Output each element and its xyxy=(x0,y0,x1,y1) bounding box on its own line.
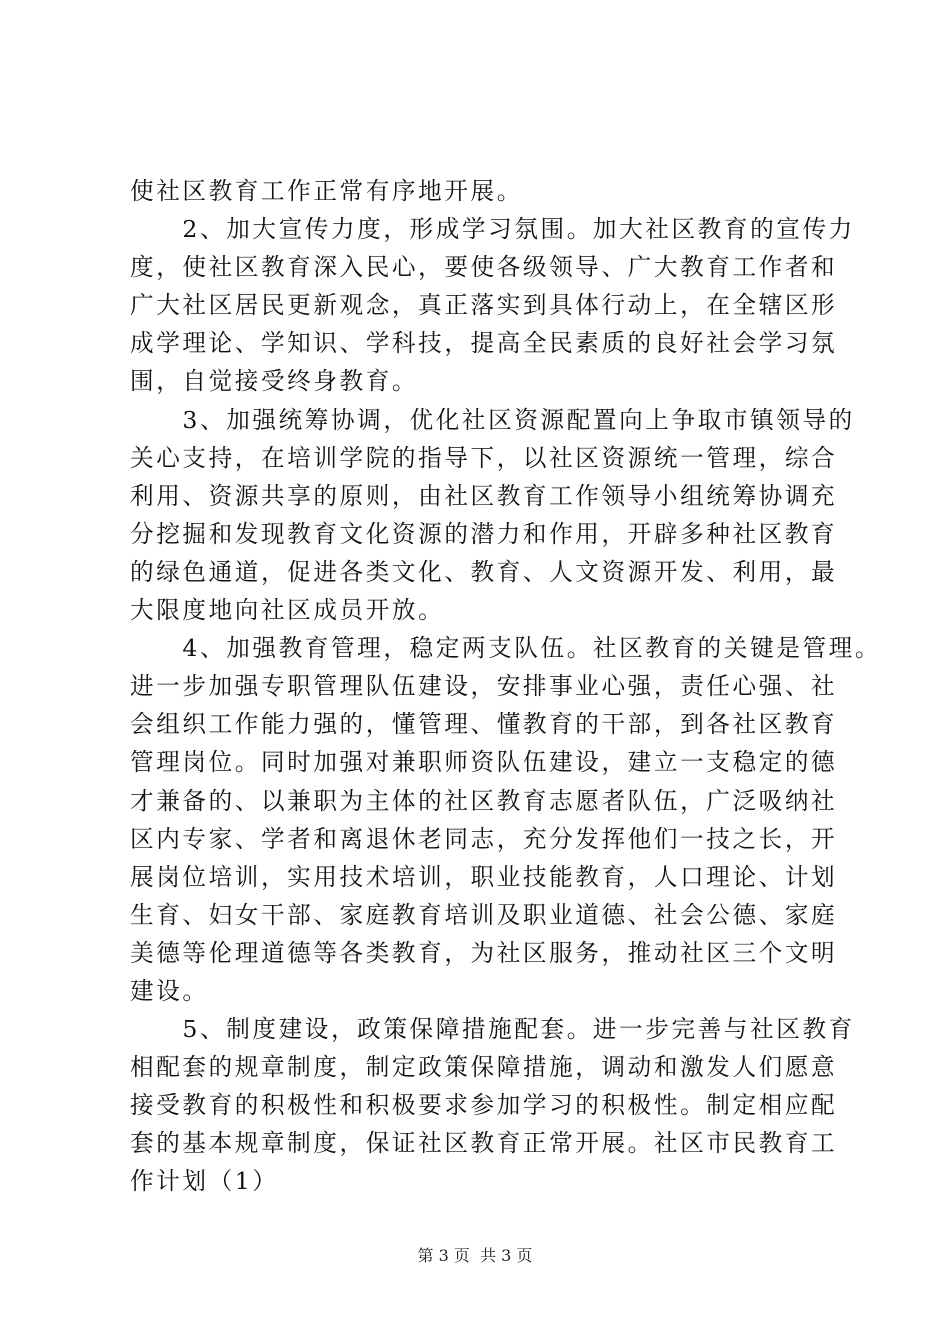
text-line: 管理岗位。同时加强对兼职师资队伍建设，建立一支稳定的德 xyxy=(130,748,838,777)
text-line: 围，自觉接受终身教育。 xyxy=(130,367,419,396)
text-line: 套的基本规章制度，保证社区教育正常开展。社区市民教育工 xyxy=(130,1129,838,1158)
text-line: 3、加强统筹协调，优化社区资源配置向上争取市镇领导的 xyxy=(130,405,855,434)
text-line: 度，使社区教育深入民心，要使各级领导、广大教育工作者和 xyxy=(130,253,838,282)
body-text xyxy=(130,172,882,1201)
text-line: 会组织工作能力强的，懂管理、懂教育的干部，到各社区教育 xyxy=(130,710,838,739)
text-line: 才兼备的、以兼职为主体的社区教育志愿者队伍，广泛吸纳社 xyxy=(130,786,838,815)
text-line: 进一步加强专职管理队伍建设，安排事业心强，责任心强、社 xyxy=(130,672,838,701)
text-line: 生育、妇女干部、家庭教育培训及职业道德、社会公德、家庭 xyxy=(130,900,838,929)
text-line: 5、制度建设，政策保障措施配套。进一步完善与社区教育 xyxy=(130,1015,855,1044)
text-line: 4、加强教育管理，稳定两支队伍。社区教育的关键是管理。 xyxy=(130,634,882,663)
text-line: 广大社区居民更新观念，真正落实到具体行动上，在全辖区形 xyxy=(130,291,838,320)
text-line: 展岗位培训，实用技术培训，职业技能教育，人口理论、计划 xyxy=(130,862,838,891)
text-line: 作计划（1） xyxy=(130,1167,279,1196)
text-line: 区内专家、学者和离退休老同志，充分发挥他们一技之长，开 xyxy=(130,824,838,853)
text-line: 分挖掘和发现教育文化资源的潜力和作用，开辟多种社区教育 xyxy=(130,519,838,548)
text-line: 成学理论、学知识、学科技，提高全民素质的良好社会学习氛 xyxy=(130,329,838,358)
text-line: 使社区教育工作正常有序地开展。 xyxy=(130,177,523,205)
text-line: 关心支持，在培训学院的指导下，以社区资源统一管理，综合 xyxy=(130,443,838,472)
text-line: 大限度地向社区成员开放。 xyxy=(130,596,445,625)
text-line: 接受教育的积极性和积极要求参加学习的积极性。制定相应配 xyxy=(130,1091,838,1120)
text-line: 相配套的规章制度，制定政策保障措施，调动和激发人们愿意 xyxy=(130,1053,838,1082)
page-number-footer: 第 3 页 共 3 页 xyxy=(417,1246,533,1265)
text-line: 利用、资源共享的原则，由社区教育工作领导小组统筹协调充 xyxy=(130,481,838,510)
text-line: 美德等伦理道德等各类教育，为社区服务，推动社区三个文明 xyxy=(130,938,838,967)
text-line: 2、加大宣传力度，形成学习氛围。加大社区教育的宣传力 xyxy=(130,215,855,244)
text-line: 建设。 xyxy=(130,976,209,1005)
text-line: 的绿色通道，促进各类文化、教育、人文资源开发、利用，最 xyxy=(130,557,838,586)
